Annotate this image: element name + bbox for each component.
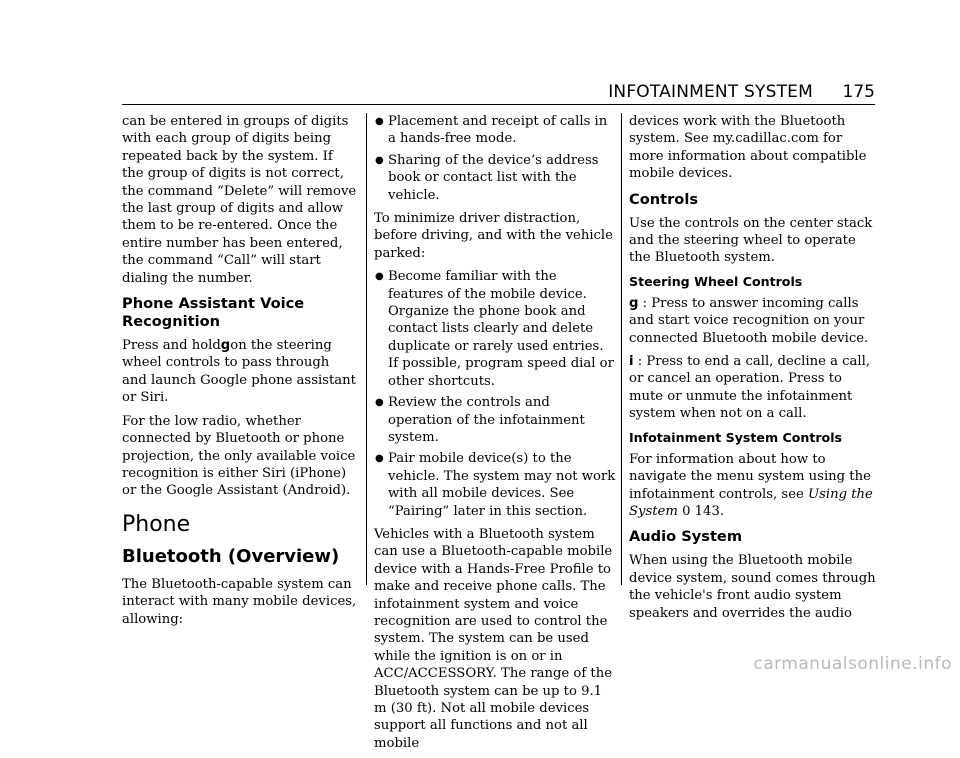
paragraph-compatible-devices: devices work with the Bluetooth system. See my.cadillac.com for more information about compatible mobile devices. xyxy=(629,114,867,182)
voice-recognition-icon: g xyxy=(629,295,639,311)
column-1 xyxy=(122,113,357,634)
list-item: ● Become familiar with the features of the mobile device. Organize the phone book and contact lists clearly and delete duplicate or rarely used entries. If possible, program speed dial or other shortcuts. xyxy=(375,269,614,389)
bullet-list-before-driving xyxy=(374,268,616,520)
cross-reference-link[interactable]: Using the System xyxy=(629,486,873,519)
bullet-icon: ● xyxy=(375,397,384,409)
bullet-icon: ● xyxy=(375,271,384,283)
heading-infotainment-system-controls: Infotainment System Controls xyxy=(629,429,843,445)
list-item: ● Pair mobile device(s) to the vehicle. The system may not work with all mobile devices. See “Pairing” later in this section. xyxy=(375,451,616,519)
paragraph-minimize-distraction: To minimize driver distraction, before driving, and with the vehicle parked: xyxy=(374,211,613,261)
paragraph-bluetooth-capable: The Bluetooth-capable system can interact with many mobile devices, allowing: xyxy=(122,576,357,627)
column-3 xyxy=(629,113,876,628)
bullet-icon: ● xyxy=(375,453,384,465)
steering-wheel-text: on the steering wheel controls to pass through and launch Google phone assistant or Siri. xyxy=(122,338,356,406)
paragraph-end-call: i : Press to end a call, decline a call, or cancel an operation. Press to mute or unmute the infotainment system when not on a call. xyxy=(629,354,871,422)
running-head-title: INFOTAINMENT SYSTEM xyxy=(608,82,813,102)
watermark: carmanualsonline.info xyxy=(753,654,952,674)
heading-phone: Phone xyxy=(122,511,191,537)
heading-bluetooth-overview: Bluetooth (Overview) xyxy=(122,545,340,567)
header-rule xyxy=(122,104,875,105)
list-item: ● Placement and receipt of calls in a hands-free mode. xyxy=(375,114,608,147)
list-item: ● Sharing of the device’s address book or contact list with the vehicle. xyxy=(375,152,599,203)
paragraph-low-radio: For the low radio, whether connected by Bluetooth or phone projection, the only available voice recognition is either Siri (iPhone) or the Google Assistant (Android). xyxy=(122,413,356,499)
column-divider-1 xyxy=(366,113,367,585)
column-divider-2 xyxy=(621,113,622,585)
press-hold-text: Press and hold xyxy=(122,338,221,354)
page-number: 175 xyxy=(842,82,875,102)
column-2 xyxy=(374,113,616,758)
paragraph-navigate-menu: For information about how to navigate the menu system using the infotainment controls, see Using the System 0 143. xyxy=(629,451,873,519)
paragraph-answer-call: g : Press to answer incoming calls and start voice recognition on your connected Bluetooth mobile device. xyxy=(629,295,869,346)
paragraph-press-hold xyxy=(122,337,357,407)
bullet-icon: ● xyxy=(375,154,384,166)
paragraph-digit-groups: can be entered in groups of digits with each group of digits being repeated back by the system. If the group of digits is not correct, the command “Delete” will remove the last group of digits and allow them to be re-entered. Once the entire number has been entered, the command “Call” will start dialing the number. xyxy=(122,114,357,286)
heading-controls: Controls xyxy=(629,190,699,208)
heading-phone-assistant-voice: Phone Assistant Voice Recognition xyxy=(122,295,305,331)
heading-steering-wheel-controls: Steering Wheel Controls xyxy=(629,273,803,289)
page-header xyxy=(122,82,875,104)
list-item: ● Review the controls and operation of the infotainment system. xyxy=(375,395,585,445)
heading-audio-system: Audio System xyxy=(629,528,743,546)
voice-recognition-icon: g xyxy=(220,338,231,354)
page-reference[interactable]: 0 143 xyxy=(682,503,720,519)
end-call-icon: i xyxy=(629,354,634,370)
paragraph-hands-free-profile: Vehicles with a Bluetooth system can use a Bluetooth-capable mobile device with a Hands-Free Profile to make and receive phone calls. The infotainment system and voice recognition are used to control the system. The system can be used while the ignition is on or in ACC/ACCESSORY. The range of the Bluetooth system can be up to 9.1 m (30 ft). Not all mobile devices support all functions and not all mobile xyxy=(374,526,613,751)
paragraph-audio-system: When using the Bluetooth mobile device system, sound comes through the vehicle's front audio system speakers and overrides the audio xyxy=(629,553,876,621)
bullet-list-features xyxy=(374,113,616,204)
paragraph-use-controls: Use the controls on the center stack and the steering wheel to operate the Bluetooth system. xyxy=(629,215,873,266)
bullet-icon: ● xyxy=(375,116,384,127)
